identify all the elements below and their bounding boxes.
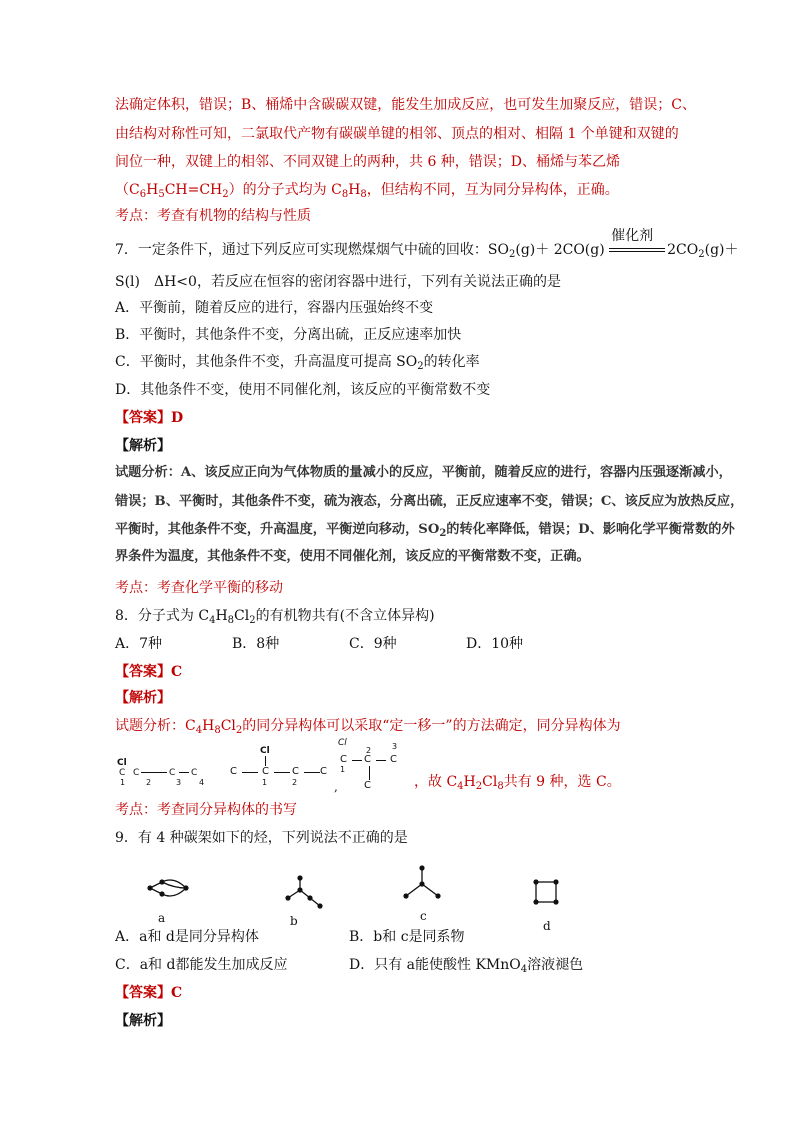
q8-option-c: C．9种 xyxy=(349,636,397,652)
prev-analysis-line-4: $(C_6H_5CH=CH_2)$的分子式均为 $C_8H_8$，但结构不同，互为同分异构体，正确。 xyxy=(115,182,619,200)
q7-option-a: A．平衡前，随着反应的进行，容器内压强始终不变 xyxy=(115,300,434,316)
q8-option-a: A．7种 xyxy=(115,636,163,652)
q9-option-a: A．a和 d是同分异构体 xyxy=(115,929,259,945)
skeleton-b-diagram xyxy=(280,872,330,912)
q8-stem: 8．分子式为 $C_4H_8Cl_2$的有机物共有(不含立体异构) xyxy=(115,608,435,626)
label-b: b xyxy=(290,914,298,928)
isomer-structure-3: Cl 2 3 C C C 1 C xyxy=(338,738,398,791)
catalyst-label: 催化剂 xyxy=(611,228,654,244)
q7-option-b: B．平衡时，其他条件不变，分离出硫，正反应速率加快 xyxy=(115,327,462,343)
prev-analysis-line-3: 间位一种，双键上的相邻、不同双键上的两种，共 6 种，错误；D、桶烯与苯乙烯 xyxy=(115,154,621,170)
prev-analysis-line-1: 法确定体积，错误；B、桶烯中含碳碳双键，能发生加成反应，也可发生加聚反应，错误；C、 xyxy=(115,97,696,113)
q7-stem-line-2: S(l) ΔH<0，若反应在恒容的密闭容器中进行，下列有关说法正确的是 xyxy=(115,274,561,290)
q7-analysis-tag: 【解析】 xyxy=(115,438,171,454)
prev-analysis-line-2: 由结构对称性可知，二氯取代产物有碳碳单键的相邻、顶点的相对、相隔 1 个单键和双键的 xyxy=(115,126,679,142)
skeleton-c-diagram xyxy=(398,862,448,904)
q9-answer: 【答案】C xyxy=(115,985,183,1001)
catalyst-arrow xyxy=(609,228,667,260)
struct-comma-1: , xyxy=(334,780,338,794)
skeleton-d-diagram xyxy=(530,878,562,910)
q7-answer: 【答案】D xyxy=(115,410,184,426)
q7-analysis-line-3: 平衡时，其他条件不变，升高温度，平衡逆向移动，$SO_2$的转化率降低，错误；D、影响化学平衡常数的外 xyxy=(115,522,735,539)
q8-option-b: B．8种 xyxy=(232,636,280,652)
q8-option-d: D．10种 xyxy=(466,636,524,652)
q7-analysis-line-1: 试题分析：A、该反应正向为气体物质的量减小的反应，平衡前，随着反应的进行，容器内压强逐渐减小， xyxy=(115,465,732,480)
q9-analysis-tag: 【解析】 xyxy=(115,1013,171,1029)
q9-option-d: D．只有 a能使酸性 KMnO$_4$溶液褪色 xyxy=(349,957,584,975)
kaodian-prev: 考点：考查有机物的结构与性质 xyxy=(115,208,311,224)
label-a: a xyxy=(158,911,166,925)
label-c: c xyxy=(420,909,427,923)
q8-analysis-line-1: 试题分析：$C_4H_8Cl_2$的同分异构体可以采取“定一移一”的方法确定，同分异构体为 xyxy=(115,718,621,736)
q9-stem: 9．有 4 种碳架如下的烃，下列说法不正确的是 xyxy=(115,830,408,846)
q8-kaodian: 考点：考查同分异构体的书写 xyxy=(115,802,297,818)
q7-option-c: C．平衡时，其他条件不变，升高温度可提高 $SO_2$的转化率 xyxy=(115,354,480,372)
q7-analysis-line-2: 错误；B、平衡时，其他条件不变，硫为液态，分离出硫，正反应速率不变，错误；C、该反应为放热反应， xyxy=(115,494,744,509)
q7-analysis-line-4: 界条件为温度，其他条件不变，使用不同催化剂，该反应的平衡常数不变，正确。 xyxy=(115,549,590,564)
skeleton-a-diagram xyxy=(138,872,198,912)
isomer-structure-2: Cl C C C C 1 2 xyxy=(230,746,327,787)
q8-analysis-line-2: ，故 $C_4H_2Cl_8$共有 9 种，选 C。 xyxy=(414,774,621,792)
q9-option-b: B．b和 c是同系物 xyxy=(349,929,465,945)
q7-stem-line-1: 7．一定条件下，通过下列反应可实现燃煤烟气中硫的回收：$SO_2(g)+ 2CO(g)$ 催化剂 $2CO_2(g)+$ xyxy=(115,228,739,260)
q8-analysis-tag: 【解析】 xyxy=(115,690,171,706)
q8-answer: 【答案】C xyxy=(115,664,183,680)
q7-option-d: D．其他条件不变，使用不同催化剂，该反应的平衡常数不变 xyxy=(115,382,491,398)
q7-kaodian: 考点：考查化学平衡的移动 xyxy=(115,580,283,596)
q9-option-c: C．a和 d都能发生加成反应 xyxy=(115,957,288,973)
isomer-structure-1: Cl C C C C 1 2 3 4 xyxy=(117,758,205,787)
label-d: d xyxy=(543,919,551,933)
